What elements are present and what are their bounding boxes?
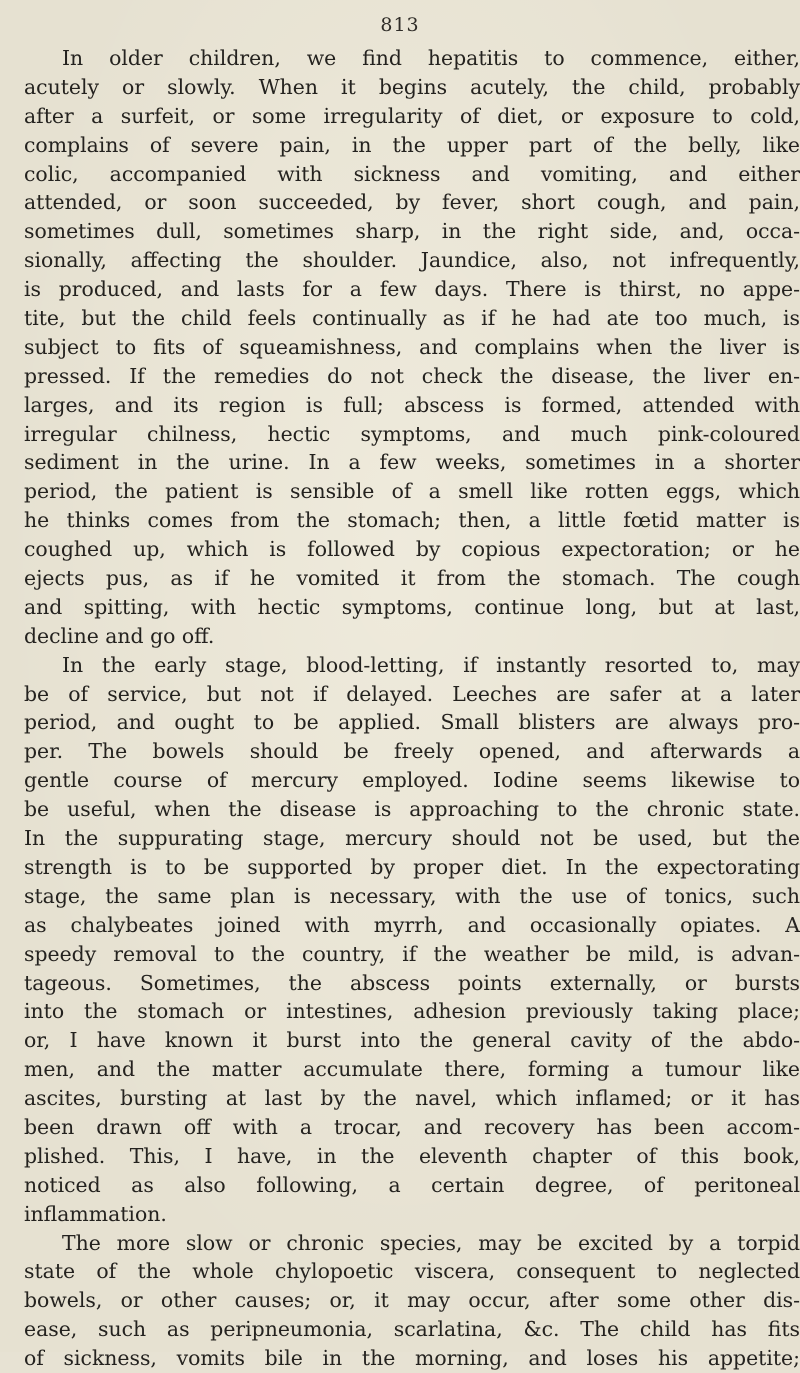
page-number: 813 <box>380 14 420 36</box>
text-line: noticed as also following, a certain degree, of peritoneal <box>24 1172 800 1197</box>
text-line: In the suppurating stage, mercury should not be used, but the <box>24 826 800 851</box>
text-line: coughed up, which is followed by copious expectoration; or he <box>24 537 800 562</box>
text-line: In the early stage, blood-letting, if instantly resorted to, may <box>62 652 800 677</box>
text-line: plished. This, I have, in the eleventh chapter of this book, <box>24 1143 800 1168</box>
text-line: into the stomach or intestines, adhesion previously taking place; <box>24 999 800 1024</box>
text-line: larges, and its region is full; abscess is formed, attended with <box>24 392 800 417</box>
text-line: decline and go off. <box>24 623 215 648</box>
text-line: is produced, and lasts for a few days. There is thirst, no appe- <box>24 277 800 302</box>
text-line: sionally, affecting the shoulder. Jaundice, also, not infrequently, <box>24 248 800 273</box>
text-line: stage, the same plan is necessary, with the use of tonics, such <box>24 883 800 908</box>
text-line: state of the whole chylopoetic viscera, consequent to neglected <box>24 1259 800 1284</box>
text-line: been drawn off with a trocar, and recovery has been accom- <box>24 1114 800 1139</box>
text-line: bowels, or other causes; or, it may occur, after some other dis- <box>24 1288 800 1313</box>
text-line: sediment in the urine. In a few weeks, sometimes in a shorter <box>24 450 800 475</box>
text-line: be of service, but not if delayed. Leeches are safer at a later <box>24 681 800 706</box>
text-line: period, the patient is sensible of a smell like rotten eggs, which <box>24 479 800 504</box>
text-line: acutely or slowly. When it begins acutely, the child, probably <box>24 74 800 99</box>
text-line: sometimes dull, sometimes sharp, in the right side, and, occa- <box>24 219 800 244</box>
text-line: speedy removal to the country, if the weather be mild, is advan- <box>24 941 800 966</box>
text-line: inflammation. <box>24 1201 167 1226</box>
text-line: be useful, when the disease is approaching to the chronic state. <box>24 797 800 822</box>
text-line: pressed. If the remedies do not check the disease, the liver en- <box>24 363 800 388</box>
text-line: he thinks comes from the stomach; then, a little fœtid matter is <box>24 508 800 533</box>
text-line: ejects pus, as if he vomited it from the stomach. The cough <box>24 566 800 591</box>
text-line: ease, such as peripneumonia, scarlatina, &c. The child has fits <box>24 1317 800 1342</box>
text-line: period, and ought to be applied. Small blisters are always pro- <box>24 710 800 735</box>
text-line: The more slow or chronic species, may be excited by a torpid <box>62 1230 800 1255</box>
text-line: complains of severe pain, in the upper part of the belly, like <box>24 132 800 157</box>
text-line: and spitting, with hectic symptoms, continue long, but at last, <box>24 594 800 619</box>
text-line: tageous. Sometimes, the abscess points externally, or bursts <box>24 970 800 995</box>
text-line: In older children, we find hepatitis to commence, either, <box>62 46 800 70</box>
text-line: subject to fits of squeamishness, and complains when the liver is <box>24 334 800 359</box>
text-line: after a surfeit, or some irregularity of diet, or exposure to cold, <box>24 103 800 128</box>
text-line: of sickness, vomits bile in the morning, and loses his appetite; <box>24 1346 800 1371</box>
text-line: per. The bowels should be freely opened, and afterwards a <box>24 739 800 764</box>
text-line: gentle course of mercury employed. Iodine seems likewise to <box>24 768 800 793</box>
body-text <box>24 44 800 1373</box>
text-line: strength is to be supported by proper diet. In the expectorating <box>24 854 800 879</box>
text-line: tite, but the child feels continually as if he had ate too much, is <box>24 306 800 331</box>
text-line: or, I have known it burst into the general cavity of the abdo- <box>24 1028 800 1053</box>
text-line: colic, accompanied with sickness and vomiting, and either <box>24 161 800 186</box>
text-line: irregular chilness, hectic symptoms, and much pink-coloured <box>24 421 800 446</box>
text-line: as chalybeates joined with myrrh, and occasionally opiates. A <box>24 912 800 937</box>
text-line: attended, or soon succeeded, by fever, short cough, and pain, <box>24 190 800 215</box>
text-line: men, and the matter accumulate there, forming a tumour like <box>24 1057 800 1082</box>
text-line: ascites, bursting at last by the navel, which inflamed; or it has <box>24 1086 800 1111</box>
